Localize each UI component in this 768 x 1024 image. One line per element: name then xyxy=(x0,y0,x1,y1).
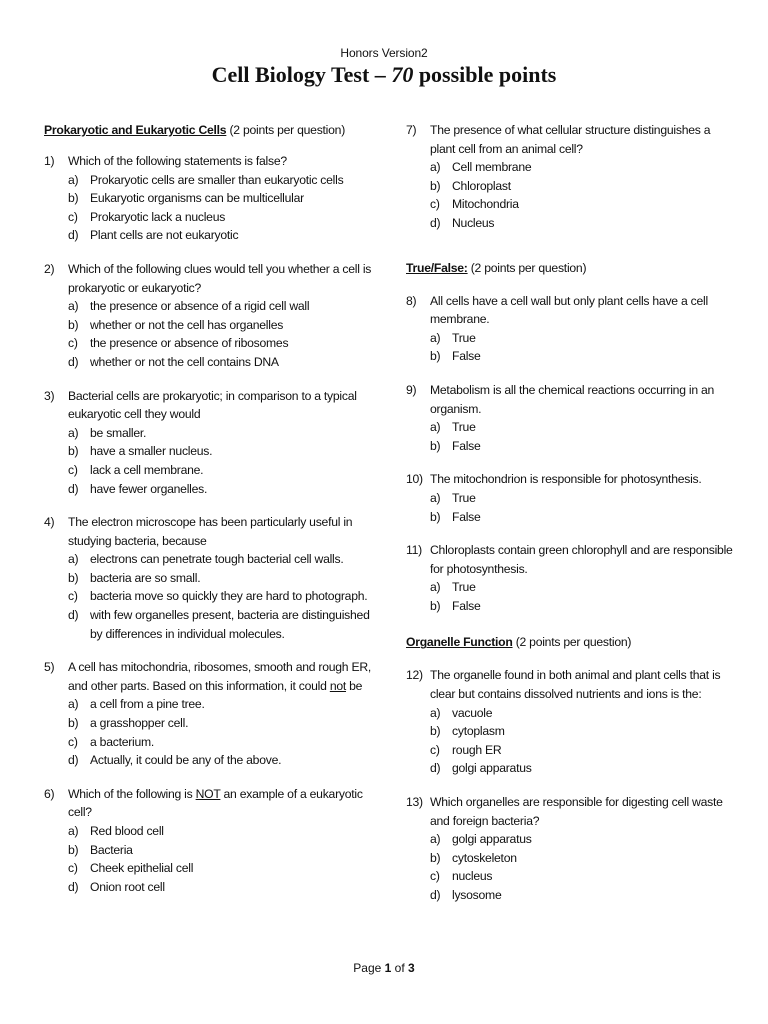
option-letter: b) xyxy=(430,349,441,364)
question-text: The mitochondrion is responsible for photosynthesis. xyxy=(430,472,702,487)
option-text: cytoplasm xyxy=(452,724,505,739)
option-text: False xyxy=(452,509,481,524)
option-letter: a) xyxy=(68,552,79,567)
option-a xyxy=(406,489,736,508)
option-text: False xyxy=(452,598,481,613)
option-letter: a) xyxy=(430,160,441,175)
question-9 xyxy=(406,381,736,455)
section-points: (2 points per question) xyxy=(512,635,632,650)
option-a xyxy=(44,695,374,714)
option-b xyxy=(406,849,736,868)
option-letter: a) xyxy=(68,425,79,440)
option-letter: c) xyxy=(68,734,78,749)
question-number: 8) xyxy=(406,293,417,308)
question-number: 10) xyxy=(406,472,423,487)
option-a xyxy=(44,424,374,443)
option-text: Cheek epithelial cell xyxy=(90,861,194,876)
question-text: Which of the following clues would tell you whether a cell is prokaryotic or eukaryotic? xyxy=(68,261,372,295)
option-text: Mitochondria xyxy=(452,197,519,212)
current-page: 1 xyxy=(384,961,392,975)
option-text: cytoskeleton xyxy=(452,850,517,865)
option-text: Chloroplast xyxy=(452,178,511,193)
emphasis-underline: NOT xyxy=(195,786,221,801)
option-letter: c) xyxy=(68,336,78,351)
page-footer: Page 1 of 3 xyxy=(353,961,415,975)
question-1 xyxy=(44,152,374,245)
option-b xyxy=(406,597,736,616)
option-a xyxy=(44,822,374,841)
option-text: Red blood cell xyxy=(90,824,164,838)
option-letter: b) xyxy=(430,178,441,193)
option-letter: d) xyxy=(68,879,79,894)
question-number: 11) xyxy=(406,543,422,558)
option-b xyxy=(406,508,736,527)
option-letter: c) xyxy=(68,209,78,224)
title-number: 70 xyxy=(391,62,414,87)
option-text: lysosome xyxy=(452,888,502,902)
total-pages: 3 xyxy=(408,961,415,975)
option-letter: b) xyxy=(430,598,441,613)
question-text: Bacterial cells are prokaryotic; in comparison to a typical eukaryotic cell they would xyxy=(68,388,357,422)
question-3 xyxy=(44,387,374,499)
option-letter: a) xyxy=(68,697,79,712)
option-letter: d) xyxy=(430,215,441,230)
option-b xyxy=(44,569,374,588)
option-a xyxy=(44,297,374,316)
left-column xyxy=(44,121,374,911)
question-number: 1) xyxy=(44,154,55,168)
option-letter: c) xyxy=(68,462,78,477)
option-letter: d) xyxy=(430,761,441,776)
question-4 xyxy=(44,513,374,643)
question-number: 9) xyxy=(406,382,417,397)
option-a xyxy=(406,158,736,177)
question-text: All cells have a cell wall but only plant cells have a cell membrane. xyxy=(430,293,708,327)
option-c xyxy=(406,195,736,214)
option-letter: c) xyxy=(68,589,78,604)
question-number: 12) xyxy=(406,668,423,683)
version-label: Honors Version2 xyxy=(340,46,428,60)
question-7 xyxy=(406,121,736,233)
option-c xyxy=(44,208,374,227)
option-letter: b) xyxy=(68,842,79,857)
option-a xyxy=(406,830,736,849)
question-10 xyxy=(406,470,736,526)
option-text: Plant cells are not eukaryotic xyxy=(90,228,239,243)
question-5 xyxy=(44,658,374,770)
option-text: Nucleus xyxy=(452,215,495,230)
option-c xyxy=(406,867,736,886)
question-text: The organelle found in both animal and plant cells that is clear but contains dissolved nutrients and ions is the: xyxy=(430,668,721,702)
option-c xyxy=(44,334,374,353)
question-13 xyxy=(406,793,736,905)
option-text: a grasshopper cell. xyxy=(90,716,189,731)
question-text: The electron microscope has been particularly useful in studying bacteria, because xyxy=(68,515,353,548)
option-b xyxy=(44,316,374,335)
option-a xyxy=(406,578,736,597)
question-11 xyxy=(406,541,736,615)
title-rest: possible points xyxy=(413,62,557,87)
option-b xyxy=(406,437,736,456)
option-letter: a) xyxy=(430,420,441,435)
option-letter: a) xyxy=(68,299,79,314)
option-letter: d) xyxy=(68,228,79,243)
option-letter: d) xyxy=(430,888,441,902)
option-d xyxy=(44,606,374,643)
option-text: the presence or absence of a rigid cell wall xyxy=(90,299,310,314)
option-letter: b) xyxy=(430,724,441,739)
option-letter: b) xyxy=(430,850,441,865)
option-letter: a) xyxy=(68,172,79,187)
option-d xyxy=(44,353,374,372)
question-8 xyxy=(406,292,736,366)
section-points: (2 points per question) xyxy=(467,260,587,275)
option-letter: b) xyxy=(68,191,79,206)
option-text: vacuole xyxy=(452,705,493,720)
option-text: bacteria are so small. xyxy=(90,570,201,585)
question-text: A cell has mitochondria, ribosomes, smooth and rough ER, and other parts. Based on this information, it could not be xyxy=(68,660,372,693)
question-text: Chloroplasts contain green chlorophyll and are responsible for photosynthesis. xyxy=(430,543,733,576)
option-b xyxy=(406,347,736,366)
option-text: a cell from a pine tree. xyxy=(90,697,205,712)
option-b xyxy=(44,442,374,461)
option-text: have a smaller nucleus. xyxy=(90,444,213,459)
question-number: 6) xyxy=(44,786,55,801)
option-text: have fewer organelles. xyxy=(90,481,208,496)
option-a xyxy=(406,704,736,723)
option-letter: b) xyxy=(68,570,79,585)
option-b xyxy=(406,177,736,196)
option-text: Prokaryotic lack a nucleus xyxy=(90,209,226,224)
section-heading-prokaryotic xyxy=(44,121,374,140)
section-heading-truefalse xyxy=(406,259,736,278)
option-letter: a) xyxy=(430,580,441,595)
option-text: Actually, it could be any of the above. xyxy=(90,753,282,768)
question-text: Which of the following is NOT an example of a eukaryotic cell? xyxy=(68,786,363,820)
question-number: 3) xyxy=(44,388,55,403)
option-d xyxy=(406,886,736,905)
option-b xyxy=(44,714,374,733)
option-text: True xyxy=(452,490,476,505)
option-text: Cell membrane xyxy=(452,160,532,175)
option-letter: b) xyxy=(68,444,79,459)
option-text: True xyxy=(452,420,476,435)
question-text: Metabolism is all the chemical reactions occurring in an organism. xyxy=(430,382,715,416)
option-text: Eukaryotic organisms can be multicellular xyxy=(90,191,304,206)
question-number: 2) xyxy=(44,261,55,276)
option-letter: a) xyxy=(430,490,441,505)
option-letter: c) xyxy=(430,742,440,757)
option-text: Bacteria xyxy=(90,842,133,857)
option-text: whether or not the cell contains DNA xyxy=(90,354,279,369)
option-text: False xyxy=(452,438,481,453)
question-number: 7) xyxy=(406,123,417,137)
option-letter: d) xyxy=(68,481,79,496)
option-b xyxy=(44,841,374,860)
question-number: 13) xyxy=(406,795,423,810)
option-letter: c) xyxy=(430,197,440,212)
option-d xyxy=(406,214,736,233)
page-title xyxy=(0,62,768,88)
option-text: Prokaryotic cells are smaller than eukaryotic cells xyxy=(90,172,344,187)
option-letter: b) xyxy=(430,509,441,524)
option-c xyxy=(44,859,374,878)
option-a xyxy=(44,550,374,569)
option-c xyxy=(44,733,374,752)
option-a xyxy=(406,329,736,348)
option-d xyxy=(406,759,736,778)
option-text: golgi apparatus xyxy=(452,761,532,776)
option-letter: c) xyxy=(430,869,440,884)
question-12 xyxy=(406,666,736,778)
option-text: True xyxy=(452,580,476,595)
question-text: Which of the following statements is false? xyxy=(68,154,287,168)
option-text: a bacterium. xyxy=(90,734,155,749)
title-main: Cell Biology Test – xyxy=(211,62,392,87)
option-c xyxy=(406,741,736,760)
right-column xyxy=(406,121,736,920)
option-text: Onion root cell xyxy=(90,879,165,894)
section-points: (2 points per question) xyxy=(226,123,345,137)
option-text: with few organelles present, bacteria are distinguished by differences in individual molecules. xyxy=(90,608,370,641)
option-a xyxy=(44,171,374,190)
section-title: Organelle Function xyxy=(406,635,513,650)
option-d xyxy=(44,878,374,897)
option-a xyxy=(406,418,736,437)
option-text: True xyxy=(452,330,476,345)
option-letter: d) xyxy=(68,753,79,768)
option-letter: b) xyxy=(430,438,441,453)
option-c xyxy=(44,461,374,480)
option-letter: b) xyxy=(68,317,79,332)
section-title: Prokaryotic and Eukaryotic Cells xyxy=(44,123,227,137)
option-c xyxy=(44,587,374,606)
question-number: 4) xyxy=(44,515,55,530)
question-text: Which organelles are responsible for digesting cell waste and foreign bacteria? xyxy=(430,795,723,828)
option-text: bacteria move so quickly they are hard to photograph. xyxy=(90,589,368,604)
option-text: whether or not the cell has organelles xyxy=(90,317,284,332)
option-text: be smaller. xyxy=(90,425,147,440)
option-letter: a) xyxy=(430,330,441,345)
question-6 xyxy=(44,785,374,897)
option-text: golgi apparatus xyxy=(452,832,532,847)
option-d xyxy=(44,480,374,499)
option-text: nucleus xyxy=(452,869,493,884)
option-text: rough ER xyxy=(452,742,502,757)
option-text: electrons can penetrate tough bacterial cell walls. xyxy=(90,552,344,567)
option-text: the presence or absence of ribosomes xyxy=(90,336,289,351)
option-letter: d) xyxy=(68,608,79,623)
question-text: The presence of what cellular structure distinguishes a plant cell from an animal cell? xyxy=(430,123,711,156)
option-letter: a) xyxy=(430,832,441,847)
option-letter: c) xyxy=(68,861,78,876)
option-text: False xyxy=(452,349,481,364)
option-d xyxy=(44,751,374,770)
option-letter: d) xyxy=(68,354,79,369)
option-b xyxy=(44,189,374,208)
question-number: 5) xyxy=(44,660,55,675)
section-heading-organelle xyxy=(406,633,736,652)
option-letter: b) xyxy=(68,716,79,731)
option-b xyxy=(406,722,736,741)
option-letter: a) xyxy=(430,705,441,720)
option-text: lack a cell membrane. xyxy=(90,462,204,477)
section-title: True/False: xyxy=(406,260,468,275)
option-d xyxy=(44,226,374,245)
option-letter: a) xyxy=(68,824,79,838)
question-2 xyxy=(44,260,374,372)
emphasis-underline: not xyxy=(329,678,347,693)
